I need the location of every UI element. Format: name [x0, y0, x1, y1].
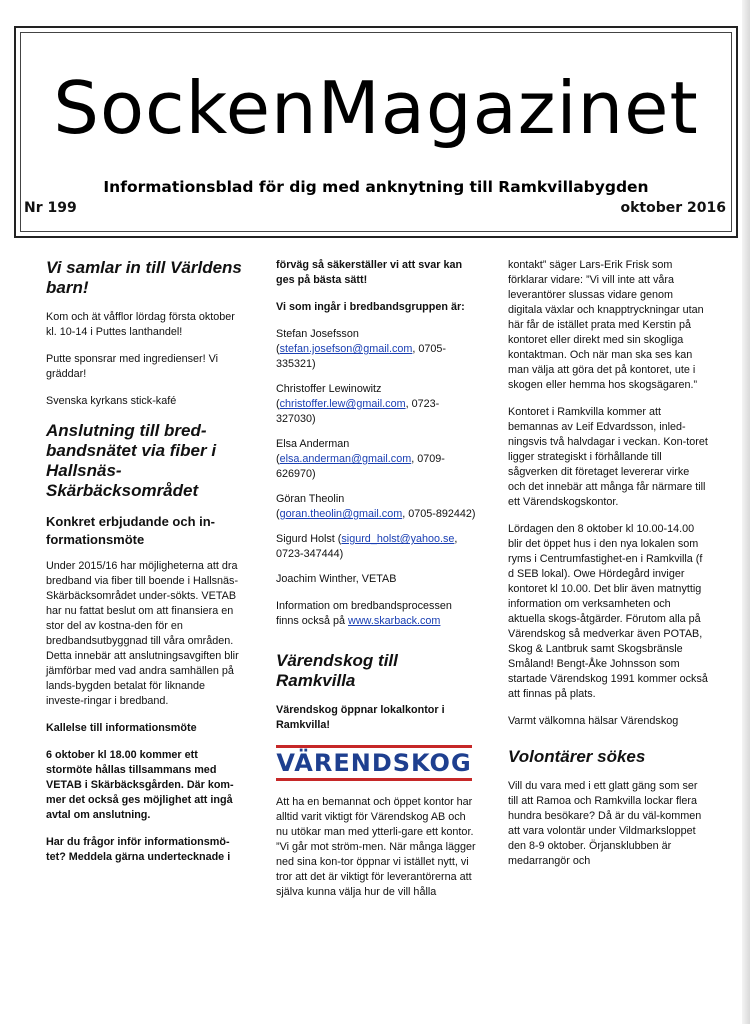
- paragraph-stick-kafe: Svenska kyrkans stick-kafé: [46, 395, 177, 407]
- contact-entry: Elsa Anderman (elsa.anderman@gmail.com, 0709-626970): [276, 438, 445, 480]
- page-edge-shadow: [742, 0, 750, 1024]
- contact-email-link[interactable]: elsa.anderman@gmail.com: [279, 453, 412, 465]
- paragraph-att-ha: Att ha en bemannat och öppet kontor har alltid varit viktigt för Värendskog AB och nu utökar man med ytterli-gare ett kontor. ”Vi går mot ström-men. När många lägger ned sina kon-tor öppnar vi istället nytt, vi tror att det är viktigt för leverantörerna att själva kunna välja hur de vill hålla: [276, 796, 476, 898]
- paragraph-oppnar: Värendskog öppnar lokalkontor i Ramkvilla!: [276, 704, 445, 731]
- column-1: [46, 258, 242, 877]
- masthead-subtitle: Informationsblad för dig med anknytning till Ramkvillabygden: [103, 178, 649, 196]
- heading-konkret-erbjudande: Konkret erbjudande och in-formationsmöte: [46, 514, 216, 547]
- paragraph-vill-du: Vill du vara med i ett glatt gäng som ser till att Ramoa och Ramkvilla lockar flera hundra besökare? Då är du väl-kommen att vara volontär under Vildmarksloppet den 8-9 oktober. Örjansklubben är medarrangör och: [508, 780, 702, 867]
- contact-phone: , 0709-626970): [276, 453, 445, 480]
- contact-email-link[interactable]: christoffer.lew@gmail.com: [279, 398, 406, 410]
- contact-entry: Christoffer Lewinowitz (christoffer.lew@gmail.com, 0723-327030): [276, 383, 440, 425]
- paragraph-fragor: Har du frågor inför informationsmö-tet? Meddela gärna undertecknade i: [46, 836, 231, 863]
- contact-entry-sigurd: [276, 532, 476, 562]
- contact-email-link[interactable]: sigurd_holst@yahoo.se: [341, 533, 455, 545]
- column-2: [276, 258, 476, 912]
- paragraph-6-oktober: 6 oktober kl 18.00 kommer ett stormöte hållas tillsammans med VETAB i Skärbäcksgården. Där kom-mer det också ges möjlighet att ingå avtal om anslutning.: [46, 749, 234, 821]
- heading-varendskog: Värendskog till Ramkvilla: [276, 651, 398, 690]
- contact-name: Elsa Anderman: [276, 438, 350, 450]
- contact-phone: , 0705-335321): [276, 343, 447, 370]
- paragraph-forvag: förväg så säkerställer vi att svar kan ges på bästa sätt!: [276, 259, 463, 286]
- heading-volontarer: Volontärer sökes: [508, 747, 646, 766]
- masthead-title: SockenMagazinet: [53, 66, 699, 150]
- logo-top-rule: [276, 745, 472, 748]
- paragraph-joachim: Joachim Winther, VETAB: [276, 573, 397, 585]
- logo-wordmark: VÄRENDSKOG: [276, 749, 472, 777]
- column-3: [508, 258, 708, 881]
- information-text: Information om bredbandsprocessen finns också på: [276, 600, 452, 627]
- paragraph-lordagen: Lördagen den 8 oktober kl 10.00-14.00 blir det öppet hus i den nya lokalen som ryms i Centrumfastighet-en i Ramkvilla (f d SEB lokal). Owe Hördegård inviger kontoret kl 10.00. Det blir även matnyttig information om verksamheten och aktuella skogs-åtgärder. Förutom alla på Värendskog så medverkar även POTAB, Skog & Lantbruk samt Skogsbränsle Småland! Bengt-Åke Johnsson som startade Värendskog 1991 kommer också att finnas på plats.: [508, 523, 708, 700]
- paragraph-varmt: Varmt välkomna hälsar Värendskog: [508, 715, 679, 727]
- contact-name: Göran Theolin: [276, 493, 345, 505]
- contact-name: Stefan Josefsson: [276, 328, 359, 340]
- contact-email-link[interactable]: stefan.josefson@gmail.com: [279, 343, 413, 355]
- paragraph-vi-som-ingar: Vi som ingår i bredbandsgruppen är:: [276, 301, 465, 313]
- paragraph-vafflor: Kom och ät våfflor lördag första oktober kl. 10-14 i Puttes lanthandel!: [46, 311, 235, 338]
- paragraph-information: [276, 599, 476, 629]
- contact-phone: , 0723-347444): [276, 533, 458, 560]
- issue-date: oktober 2016: [620, 200, 726, 216]
- paragraph-kallelse: Kallelse till informationsmöte: [46, 722, 197, 734]
- masthead: [14, 26, 738, 238]
- contact-name: Christoffer Lewinowitz: [276, 383, 382, 395]
- paragraph-kontakt: kontakt” säger Lars-Erik Frisk som förklarar vidare: ”Vi vill inte att våra leverantörer slussas vidare genom digitala växlar och knapptryckningar utan här får de istället prata med Kerstin på kontoret eller direkt med sin skogliga kontaktman. Och när man ska ses kan man välja att göra det på kontoret, ute i skogen eller hemma hos skogsägaren.”: [508, 259, 704, 391]
- website-link[interactable]: www.skarback.com: [348, 615, 441, 627]
- paragraph-under-2015: Under 2015/16 har möjligheterna att dra bredband via fiber till boende i Hallsnäs-Skärbäcksområdet under-sökts. VETAB har nu fattat beslut om att finansiera en stor del av kostna-den för en bredbandsutbyggnad till våra områden. Detta innebär att anslutningsavgiften blir jämförbar med vad andra samhällen på lands-bygden betalat för liknande investe-ringar i bredband.: [46, 560, 239, 707]
- varendskog-logo: [276, 745, 472, 781]
- issue-number: Nr 199: [24, 200, 77, 216]
- contact-phone: , 0723-327030): [276, 398, 440, 425]
- heading-bredband: Anslutning till bred-bandsnätet via fiber i Hallsnäs-Skärbäcksområdet: [46, 421, 217, 500]
- logo-bottom-rule: [276, 778, 472, 781]
- contact-entry: Göran Theolin (goran.theolin@gmail.com, 0705-892442): [276, 493, 476, 520]
- contact-phone: , 0705-892442): [402, 508, 476, 520]
- contact-name: Sigurd Holst (: [276, 533, 342, 545]
- paragraph-putte: Putte sponsrar med ingredienser! Vi gräddar!: [46, 353, 219, 380]
- paragraph-kontoret: Kontoret i Ramkvilla kommer att bemannas av Leif Edvardsson, inled-ningsvis två halvdagar i veckan. Kon-toret ligger strategiskt i förhållande till sågverken dit företaget levererar virke och det innebär att många får närmare till ett Värendskogskontor.: [508, 406, 708, 508]
- contact-email-link[interactable]: goran.theolin@gmail.com: [279, 508, 403, 520]
- contact-entry: Stefan Josefsson (stefan.josefson@gmail.com, 0705-335321): [276, 328, 447, 370]
- heading-varldens-barn: Vi samlar in till Världens barn!: [46, 258, 242, 297]
